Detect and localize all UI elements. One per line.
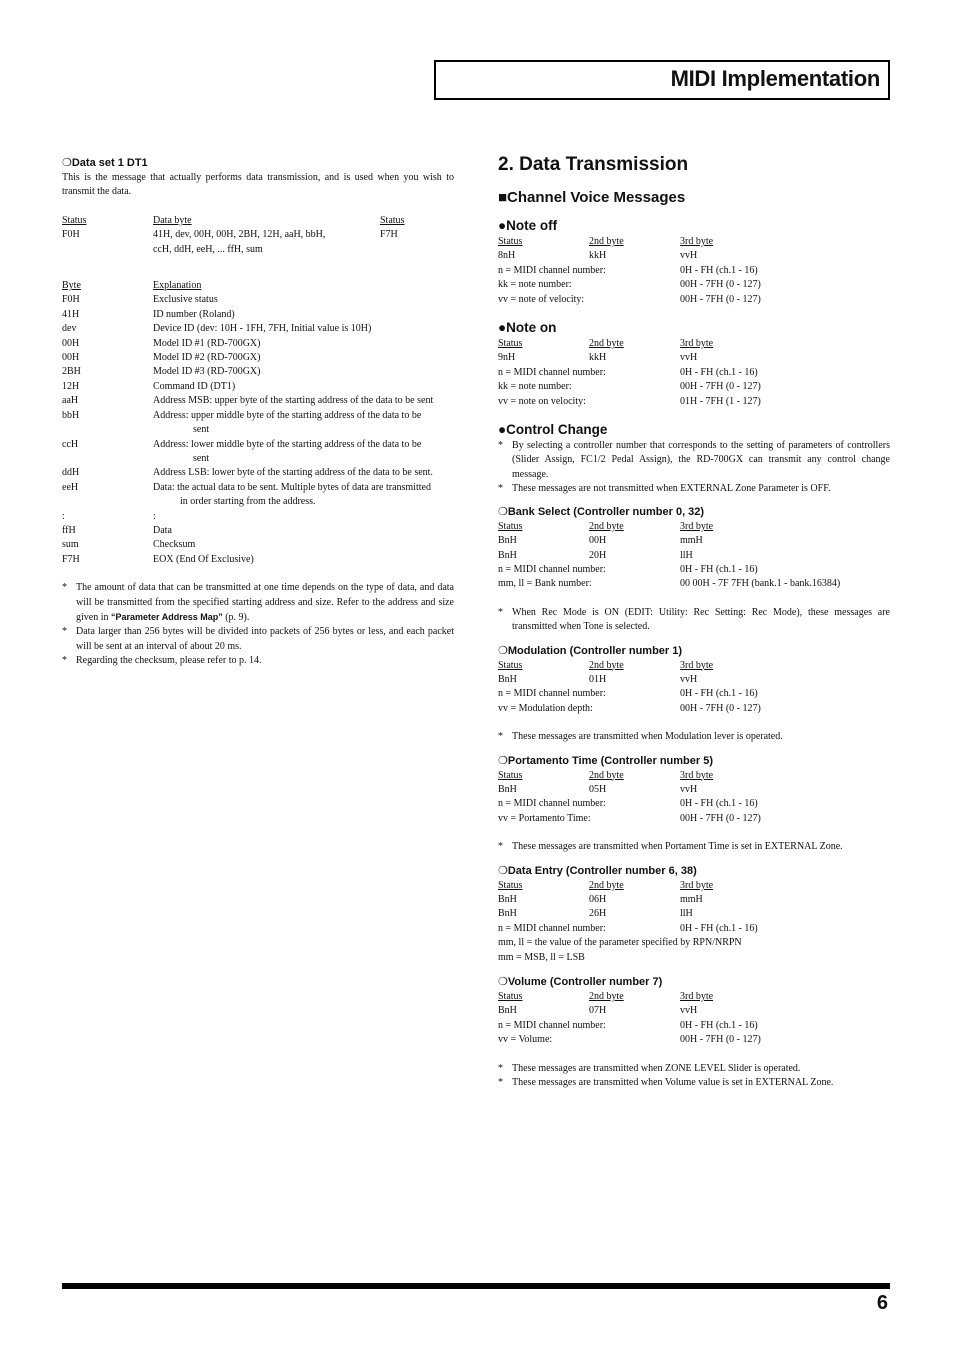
- table-row: [498, 249, 890, 263]
- right-column: [498, 152, 890, 1090]
- table-header: 3rd byte: [680, 236, 714, 247]
- footnote-text: (p. 9).: [222, 611, 250, 623]
- data-set-intro: This is the message that actually performs data transmission, and is used when you wish to transmit the data.: [62, 172, 454, 198]
- footnote-text: These messages are transmitted when Portament Time is set in EXTERNAL Zone.: [512, 841, 843, 853]
- table-cell: mmH: [680, 894, 703, 905]
- left-column: [62, 155, 454, 669]
- definition-label: vv = note of velocity:: [498, 293, 585, 305]
- explanation-cell: Model ID #3 (RD-700GX): [153, 366, 261, 378]
- table-cell: BnH: [498, 1005, 517, 1017]
- message-format-table: [62, 214, 454, 257]
- definition-line: [498, 951, 890, 965]
- byte-cell: dev: [62, 323, 77, 335]
- footer-rule: [62, 1283, 890, 1289]
- byte-cell: :: [62, 510, 65, 522]
- table-header: Status: [498, 991, 523, 1003]
- table-row: [498, 783, 890, 797]
- explanation-line: Data: the actual data to be sent. Multiple bytes of data are transmitted: [153, 481, 431, 493]
- definition-row: [498, 395, 890, 409]
- byte-explanation-table: [62, 279, 454, 567]
- byte-cell: 12H: [62, 380, 80, 392]
- table-cell: 07H: [589, 1005, 607, 1017]
- section-title: 2. Data Transmission: [498, 154, 689, 175]
- footnote-text: Data larger than 256 bytes will be divided into packets of 256 bytes or less, and each packet will be sent at an interval of about 20 ms.: [76, 626, 454, 652]
- control-change-heading: ●Control Change: [498, 422, 608, 438]
- table-row: [498, 673, 890, 687]
- footnote-text: These messages are transmitted when Volume value is set in EXTERNAL Zone.: [512, 1077, 834, 1089]
- table-cell: BnH: [498, 535, 517, 547]
- footnote-text: By selecting a controller number that corresponds to the setting of parameters of controllers (Slider Assign, FC1/2 Pedal Assign), the RD-700GX can transmit any control change message.: [512, 440, 890, 480]
- explanation-line: sent: [193, 424, 210, 436]
- table-cell: llH: [680, 908, 693, 920]
- table-header: Byte: [62, 280, 81, 292]
- table-header: 2nd byte: [589, 879, 624, 891]
- table-cell: F0H: [62, 229, 80, 241]
- table-cell: BnH: [498, 549, 517, 561]
- table-cell: 01H: [589, 673, 607, 685]
- definition-row: [498, 278, 890, 292]
- definition-text: mm = MSB, ll = LSB: [498, 951, 585, 963]
- table-row: [62, 394, 454, 408]
- byte-cell: ddH: [62, 467, 80, 479]
- table-cell: vvH: [680, 352, 698, 364]
- table-row: [62, 553, 454, 567]
- table-header: 2nd byte: [589, 520, 624, 532]
- definition-line: [498, 936, 890, 950]
- definition-label: n = MIDI channel number:: [498, 366, 606, 378]
- table-row: [62, 510, 454, 524]
- byte-cell: F0H: [62, 294, 80, 306]
- explanation-cell: Address MSB: upper byte of the starting address of the data to be sent: [153, 395, 434, 407]
- definition-label: mm, ll = Bank number:: [498, 578, 592, 590]
- definition-value: 0H - FH (ch.1 - 16): [680, 798, 758, 810]
- table-cell: llH: [680, 549, 693, 561]
- table-row: [62, 308, 454, 322]
- explanation-cell: [153, 481, 454, 510]
- definition-label: n = MIDI channel number:: [498, 922, 606, 934]
- table-cell: 00H: [589, 535, 607, 547]
- footnote: * These messages are transmitted when Modulation lever is operated.: [498, 730, 890, 744]
- table-header: Status: [498, 769, 523, 781]
- table-row: [62, 466, 454, 480]
- table-cell: 26H: [589, 908, 607, 920]
- table-cell: 41H, dev, 00H, 00H, 2BH, 12H, aaH, bbH,: [153, 229, 326, 241]
- footnote-text: These messages are transmitted when ZONE LEVEL Slider is operated.: [512, 1062, 801, 1074]
- table-cell: BnH: [498, 894, 517, 905]
- data-set-heading: ❍Data set 1 DT1: [62, 157, 148, 169]
- table-header: Status: [498, 520, 523, 532]
- table-row: [498, 1004, 890, 1018]
- explanation-cell: :: [153, 510, 156, 522]
- definition-label: n = MIDI channel number:: [498, 264, 606, 276]
- table-header: Data byte: [153, 214, 192, 226]
- definition-value: 00H - 7FH (0 - 127): [680, 293, 761, 305]
- explanation-cell: [153, 409, 454, 438]
- explanation-cell: Model ID #1 (RD-700GX): [153, 337, 261, 349]
- table-header: 2nd byte: [589, 659, 624, 671]
- definition-label: n = MIDI channel number:: [498, 563, 606, 575]
- definition-value: 01H - 7FH (1 - 127): [680, 395, 761, 407]
- definition-row: [498, 293, 890, 307]
- definition-label: kk = note number:: [498, 381, 572, 393]
- table-row: [498, 893, 890, 907]
- table-header: 2nd byte: [589, 338, 624, 350]
- byte-cell: F7H: [62, 553, 80, 565]
- table-row: [62, 365, 454, 379]
- page-number: 6: [876, 1292, 888, 1314]
- definition-value: 00H - 7FH (0 - 127): [680, 381, 761, 393]
- explanation-cell: Data: [153, 524, 172, 536]
- definition-row: [498, 922, 890, 936]
- table-header: Status: [498, 338, 523, 350]
- footnote: * The amount of data that can be transmitted at one time depends on the type of data, and data will be transmitted from the specified starting address and size. Refer to the address and size given in “Parameter Address Map” (p. 9).: [62, 582, 454, 623]
- table-header: 3rd byte: [680, 338, 714, 350]
- footnote-text: These messages are not transmitted when EXTERNAL Zone Parameter is OFF.: [512, 483, 831, 495]
- address-map-reference: “Parameter Address Map”: [111, 611, 223, 622]
- table-header: Status: [498, 659, 523, 671]
- table-cell: kkH: [589, 352, 607, 364]
- table-header: Status: [498, 236, 523, 247]
- page-header-title: MIDI Implementation: [670, 66, 880, 91]
- table-header: Status: [498, 879, 523, 891]
- definition-row: [498, 577, 890, 591]
- byte-cell: 00H: [62, 352, 80, 364]
- byte-cell: ccH: [62, 438, 79, 450]
- explanation-line: in order starting from the address.: [180, 496, 316, 508]
- table-cell: 20H: [589, 549, 607, 561]
- definition-row: [498, 702, 890, 716]
- table-cell: BnH: [498, 783, 517, 795]
- footnote: * Regarding the checksum, please refer to p. 14.: [62, 654, 454, 668]
- table-cell: 06H: [589, 894, 607, 905]
- definition-label: n = MIDI channel number:: [498, 798, 606, 810]
- definition-label: n = MIDI channel number:: [498, 688, 606, 700]
- table-cell: 8nH: [498, 250, 516, 262]
- portamento-heading: ❍Portamento Time (Controller number 5): [498, 754, 714, 767]
- footnote-text: The amount of data that can be transmitted at one time depends on the type of data, and data will be transmitted from the specified starting address and size. Refer to the address and size given in: [76, 582, 454, 623]
- table-row: [62, 380, 454, 394]
- definition-row: [498, 1019, 890, 1033]
- table-row: [62, 438, 454, 467]
- table-row: [62, 293, 454, 307]
- table-header: 3rd byte: [680, 659, 714, 671]
- note-off-heading: ●Note off: [498, 218, 558, 233]
- table-cell: kkH: [589, 250, 607, 262]
- table-cell: 05H: [589, 783, 607, 795]
- footnote: * By selecting a controller number that corresponds to the setting of parameters of controllers (Slider Assign, FC1/2 Pedal Assign), the RD-700GX can transmit any control change message.: [498, 439, 890, 482]
- definition-value: 0H - FH (ch.1 - 16): [680, 366, 758, 378]
- footnote-text: Regarding the checksum, please refer to p. 14.: [76, 655, 262, 667]
- table-row: [62, 337, 454, 351]
- explanation-cell: Exclusive status: [153, 294, 218, 306]
- definition-row: [498, 563, 890, 577]
- definition-value: 00H - 7FH (0 - 127): [680, 1034, 761, 1046]
- table-row: [498, 534, 890, 548]
- table-row: [62, 481, 454, 510]
- definition-value: 0H - FH (ch.1 - 16): [680, 563, 758, 575]
- modulation-heading: ❍Modulation (Controller number 1): [498, 644, 683, 657]
- table-cell: ccH, ddH, eeH, ... ffH, sum: [153, 243, 263, 255]
- table-row: [62, 409, 454, 438]
- table-row: [498, 549, 890, 563]
- table-cell: mmH: [680, 535, 703, 547]
- byte-cell: eeH: [62, 481, 79, 493]
- definition-value: 00H - 7FH (0 - 127): [680, 812, 761, 824]
- explanation-cell: ID number (Roland): [153, 308, 235, 320]
- definition-value: 0H - FH (ch.1 - 16): [680, 688, 758, 700]
- byte-cell: sum: [62, 539, 79, 551]
- byte-cell: ffH: [62, 524, 76, 536]
- volume-heading: ❍Volume (Controller number 7): [498, 976, 663, 989]
- explanation-cell: [153, 438, 454, 467]
- byte-cell: 2BH: [62, 366, 81, 378]
- footnote-text: When Rec Mode is ON (EDIT: Utility: Rec Setting: Rec Mode), these messages are transmitted when Tone is selected.: [512, 606, 890, 633]
- footnote: * These messages are transmitted when ZONE LEVEL Slider is operated.: [498, 1062, 890, 1076]
- table-header: 3rd byte: [680, 991, 714, 1003]
- footnote: * These messages are transmitted when Volume value is set in EXTERNAL Zone.: [498, 1076, 890, 1090]
- definition-row: [498, 687, 890, 701]
- bank-select-heading: ❍Bank Select (Controller number 0, 32): [498, 505, 705, 518]
- table-cell: BnH: [498, 908, 517, 920]
- footnote: * These messages are transmitted when Portament Time is set in EXTERNAL Zone.: [498, 840, 890, 854]
- table-cell: F7H: [380, 229, 398, 241]
- definition-value: 00 00H - 7F 7FH (bank.1 - bank.16384): [680, 578, 841, 590]
- byte-cell: 00H: [62, 337, 80, 349]
- footnote-text: These messages are transmitted when Modulation lever is operated.: [512, 731, 783, 743]
- definition-value: 00H - 7FH (0 - 127): [680, 279, 761, 291]
- definition-row: [498, 797, 890, 811]
- definition-row: [498, 264, 890, 278]
- table-cell: 9nH: [498, 352, 516, 364]
- definition-value: 0H - FH (ch.1 - 16): [680, 1019, 758, 1031]
- explanation-cell: Address LSB: lower byte of the starting address of the data to be sent.: [153, 467, 433, 479]
- explanation-line: Address: upper middle byte of the starting address of the data to be: [153, 409, 422, 421]
- definition-row: [498, 1033, 890, 1047]
- table-row: [498, 907, 890, 921]
- footnote: * These messages are not transmitted when EXTERNAL Zone Parameter is OFF.: [498, 482, 890, 496]
- table-header: 3rd byte: [680, 520, 714, 532]
- explanation-line: sent: [193, 452, 210, 464]
- definition-row: [498, 366, 890, 380]
- explanation-cell: Device ID (dev: 10H - 1FH, 7FH, Initial value is 10H): [153, 323, 372, 335]
- explanation-cell: Model ID #2 (RD-700GX): [153, 352, 261, 364]
- table-cell: vvH: [680, 783, 698, 795]
- table-header: Status: [380, 214, 405, 226]
- channel-voice-heading: ■Channel Voice Messages: [498, 189, 686, 206]
- table-cell: BnH: [498, 673, 517, 685]
- definition-label: vv = note on velocity:: [498, 395, 586, 407]
- note-on-heading: ●Note on: [498, 320, 557, 336]
- explanation-cell: Checksum: [153, 539, 196, 551]
- byte-cell: 41H: [62, 308, 80, 320]
- definition-row: [498, 812, 890, 826]
- definition-value: 00H - 7FH (0 - 127): [680, 702, 761, 714]
- table-cell: vvH: [680, 1005, 698, 1017]
- table-cell: vvH: [680, 250, 698, 262]
- table-header: 2nd byte: [589, 769, 624, 781]
- explanation-cell: Command ID (DT1): [153, 380, 236, 392]
- table-header: 2nd byte: [589, 991, 624, 1003]
- definition-value: 0H - FH (ch.1 - 16): [680, 264, 758, 276]
- table-row: [62, 524, 454, 538]
- explanation-cell: EOX (End Of Exclusive): [153, 553, 254, 565]
- definition-label: kk = note number:: [498, 279, 572, 291]
- definition-label: vv = Modulation depth:: [498, 702, 593, 714]
- table-row: [498, 351, 890, 365]
- page-header-box: [434, 60, 890, 100]
- definition-text: mm, ll = the value of the parameter specified by RPN/NRPN: [498, 937, 742, 949]
- definition-label: vv = Portamento Time:: [498, 812, 591, 824]
- byte-cell: aaH: [62, 395, 79, 407]
- footnote: * When Rec Mode is ON (EDIT: Utility: Rec Setting: Rec Mode), these messages are transmitted when Tone is selected.: [498, 606, 890, 635]
- table-header: 3rd byte: [680, 769, 714, 781]
- table-cell: vvH: [680, 673, 698, 685]
- table-header: 2nd byte: [589, 236, 624, 247]
- table-row: [62, 322, 454, 336]
- byte-cell: bbH: [62, 409, 80, 421]
- definition-label: vv = Volume:: [498, 1034, 553, 1046]
- explanation-line: Address: lower middle byte of the starting address of the data to be: [153, 438, 422, 450]
- table-row: [62, 351, 454, 365]
- definition-value: 0H - FH (ch.1 - 16): [680, 922, 758, 934]
- data-entry-heading: ❍Data Entry (Controller number 6, 38): [498, 864, 697, 877]
- table-row: [62, 538, 454, 552]
- definition-row: [498, 380, 890, 394]
- definition-label: n = MIDI channel number:: [498, 1019, 606, 1031]
- table-header: Status: [62, 214, 87, 226]
- footnote: * Data larger than 256 bytes will be divided into packets of 256 bytes or less, and each packet will be sent at an interval of about 20 ms.: [62, 625, 454, 654]
- table-header: Explanation: [153, 280, 202, 292]
- table-header: 3rd byte: [680, 879, 714, 891]
